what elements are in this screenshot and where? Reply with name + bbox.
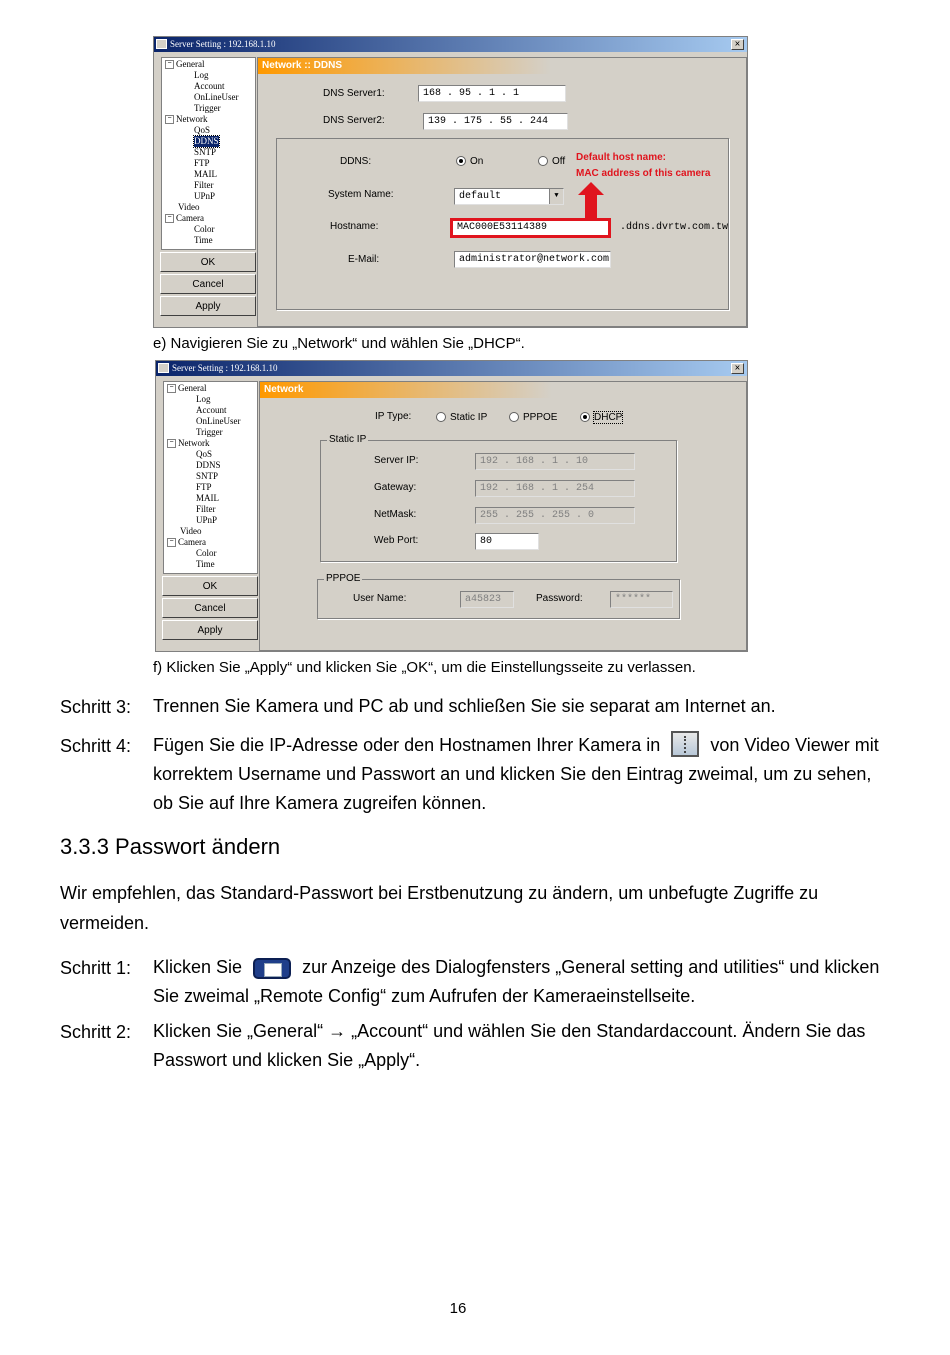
hostname-suffix: .ddns.dvrtw.com.tw bbox=[620, 222, 729, 233]
tree-item-upnp[interactable]: UPnP bbox=[196, 515, 218, 525]
tree-item-mail[interactable]: MAIL bbox=[194, 169, 217, 179]
default-hostname-note: Default host name: bbox=[576, 152, 667, 163]
network-dialog-screenshot bbox=[155, 360, 748, 652]
ddns-panel bbox=[257, 57, 747, 327]
ddns-off-radio[interactable]: Off bbox=[538, 156, 565, 167]
panel-header: Network bbox=[260, 382, 746, 398]
static-ip-radio[interactable]: Static IP bbox=[436, 412, 487, 423]
system-name-label: System Name: bbox=[328, 189, 394, 200]
tree-item-video[interactable]: Video bbox=[178, 202, 200, 212]
dhcp-radio[interactable]: DHCP bbox=[580, 412, 622, 423]
email-label: E-Mail: bbox=[348, 254, 380, 265]
chevron-down-icon[interactable]: ▼ bbox=[549, 189, 563, 204]
apply-button[interactable]: Apply bbox=[160, 296, 256, 316]
tree-item-color[interactable]: Color bbox=[194, 224, 215, 234]
caption-e: e) Navigieren Sie zu „Network“ und wählen Sie „DHCP“. bbox=[153, 335, 525, 352]
tree-item-filter[interactable]: Filter bbox=[194, 180, 214, 190]
tree-item-general[interactable]: − General bbox=[165, 59, 204, 70]
app-icon bbox=[156, 39, 167, 49]
password-field[interactable]: ****** bbox=[610, 591, 673, 608]
tree-item-camera[interactable]: − Camera bbox=[167, 537, 206, 548]
tree-item-ftp[interactable]: FTP bbox=[194, 158, 210, 168]
tree-item-sntp[interactable]: SNTP bbox=[196, 471, 219, 481]
ddns-label: DDNS: bbox=[340, 156, 372, 167]
netmask-field[interactable]: 255 . 255 . 255 . 0 bbox=[475, 507, 635, 524]
dns1-label: DNS Server1: bbox=[323, 88, 385, 99]
tree-item-color[interactable]: Color bbox=[196, 548, 217, 558]
pppoe-group-label: PPPOE bbox=[326, 573, 361, 584]
cancel-button[interactable]: Cancel bbox=[160, 274, 256, 294]
tree-item-onlineuser[interactable]: OnLineUser bbox=[194, 92, 239, 102]
tree-item-ftp[interactable]: FTP bbox=[196, 482, 212, 492]
page-number: 16 bbox=[449, 1300, 467, 1317]
ddns-on-radio[interactable]: On bbox=[456, 156, 483, 167]
ok-button[interactable]: OK bbox=[160, 252, 256, 272]
step2-text: Klicken Sie „General“ → „Account“ und wählen Sie den Standardaccount. Ändern Sie das Passwort und klicken Sie „Apply“. bbox=[153, 1021, 866, 1070]
tree-item-qos[interactable]: QoS bbox=[194, 125, 211, 135]
step3-key: Schritt 3: bbox=[60, 697, 132, 717]
netmask-label: NetMask: bbox=[374, 509, 417, 520]
hostname-label: Hostname: bbox=[330, 221, 379, 232]
tree-item-video[interactable]: Video bbox=[180, 526, 202, 536]
tree-item-mail[interactable]: MAIL bbox=[196, 493, 219, 503]
dns2-label: DNS Server2: bbox=[323, 115, 385, 126]
settings-tree bbox=[161, 57, 256, 250]
intro-paragraph: Wir empfehlen, das Standard-Passwort bei Erstbenutzung zu ändern, um unbefugte Zugriffe zu vermeiden. bbox=[60, 883, 819, 933]
step3-text: Trennen Sie Kamera und PC ab und schließen Sie sie separat am Internet an. bbox=[153, 696, 776, 716]
tree-item-account[interactable]: Account bbox=[196, 405, 227, 415]
server-ip-label: Server IP: bbox=[374, 455, 419, 466]
step4-text-a: Fügen Sie die IP-Adresse oder den Hostnamen Ihrer Kamera in bbox=[153, 735, 661, 755]
settings-tree bbox=[163, 381, 258, 574]
tree-item-trigger[interactable]: Trigger bbox=[194, 103, 221, 113]
step1-text-b: zur Anzeige des Dialogfensters „General setting and utilities“ und klicken Sie zweimal „Remote Config“ zum Aufrufen der Kameraeinstellseite. bbox=[153, 957, 880, 1006]
section-title: 3.3.3 Passwort ändern bbox=[60, 834, 281, 859]
panel-header: Network :: DDNS bbox=[258, 58, 746, 74]
tree-item-upnp[interactable]: UPnP bbox=[194, 191, 216, 201]
close-icon[interactable]: × bbox=[731, 363, 744, 374]
dns2-field[interactable]: 139 . 175 . 55 . 244 bbox=[423, 113, 568, 130]
tree-item-ddns[interactable]: DDNS bbox=[196, 460, 221, 470]
tree-item-qos[interactable]: QoS bbox=[196, 449, 213, 459]
caption-f: f) Klicken Sie „Apply“ und klicken Sie „OK“, um die Einstellungsseite zu verlassen. bbox=[153, 659, 696, 676]
username-field[interactable]: a45823 bbox=[460, 591, 514, 608]
step4-text bbox=[153, 731, 883, 818]
tree-item-ddns[interactable]: DDNS bbox=[194, 136, 219, 146]
username-label: User Name: bbox=[353, 593, 407, 604]
tree-item-onlineuser[interactable]: OnLineUser bbox=[196, 416, 241, 426]
tree-item-network[interactable]: − Network bbox=[165, 114, 208, 125]
mac-address-note: MAC address of this camera bbox=[576, 168, 711, 179]
dialog-titlebar bbox=[154, 37, 747, 52]
tree-item-time[interactable]: Time bbox=[196, 559, 215, 569]
dialog-titlebar bbox=[156, 361, 747, 376]
webport-field[interactable]: 80 bbox=[475, 533, 539, 550]
tree-item-sntp[interactable]: SNTP bbox=[194, 147, 217, 157]
tree-item-log[interactable]: Log bbox=[196, 394, 211, 404]
step1-text bbox=[153, 953, 883, 1011]
tree-item-camera[interactable]: − Camera bbox=[165, 213, 204, 224]
dialog-title: Server Setting : 192.168.1.10 bbox=[172, 363, 278, 373]
red-arrow-icon bbox=[576, 182, 606, 218]
static-ip-group-label: Static IP bbox=[329, 434, 367, 445]
tree-item-time[interactable]: Time bbox=[194, 235, 213, 245]
close-icon[interactable]: × bbox=[731, 39, 744, 50]
apply-button[interactable]: Apply bbox=[162, 620, 258, 640]
tree-item-log[interactable]: Log bbox=[194, 70, 209, 80]
hostname-field[interactable]: MAC000E53114389 bbox=[450, 218, 611, 238]
tree-item-filter[interactable]: Filter bbox=[196, 504, 216, 514]
step4-text-b: von Video Viewer mit korrektem Username und Passwort an und klicken Sie den Eintrag zweimal, um zu sehen, ob Sie auf Ihre Kamera zugreifen können. bbox=[153, 735, 879, 813]
ok-button[interactable]: OK bbox=[162, 576, 258, 596]
password-label: Password: bbox=[536, 593, 583, 604]
address-book-icon bbox=[671, 731, 699, 757]
server-ip-field[interactable]: 192 . 168 . 1 . 10 bbox=[475, 453, 635, 470]
step4-key: Schritt 4: bbox=[60, 736, 132, 756]
gateway-label: Gateway: bbox=[374, 482, 417, 493]
step1-key: Schritt 1: bbox=[60, 958, 132, 978]
system-name-select[interactable]: default ▼ bbox=[454, 188, 564, 205]
email-field[interactable]: administrator@network.com bbox=[454, 251, 611, 268]
tree-item-general[interactable]: − General bbox=[167, 383, 206, 394]
webport-label: Web Port: bbox=[374, 535, 419, 546]
tree-item-trigger[interactable]: Trigger bbox=[196, 427, 223, 437]
tree-item-network[interactable]: − Network bbox=[167, 438, 210, 449]
step1-text-a: Klicken Sie bbox=[153, 957, 243, 977]
cancel-button[interactable]: Cancel bbox=[162, 598, 258, 618]
general-setting-icon bbox=[253, 958, 291, 979]
network-panel bbox=[259, 381, 747, 651]
dialog-title: Server Setting : 192.168.1.10 bbox=[170, 39, 276, 49]
tree-item-account[interactable]: Account bbox=[194, 81, 225, 91]
pppoe-radio[interactable]: PPPOE bbox=[509, 412, 557, 423]
step2-key: Schritt 2: bbox=[60, 1022, 132, 1042]
gateway-field[interactable]: 192 . 168 . 1 . 254 bbox=[475, 480, 635, 497]
ip-type-label: IP Type: bbox=[375, 411, 412, 422]
ddns-dialog-screenshot bbox=[153, 36, 748, 328]
dns1-field[interactable]: 168 . 95 . 1 . 1 bbox=[418, 85, 566, 102]
app-icon bbox=[158, 363, 169, 373]
